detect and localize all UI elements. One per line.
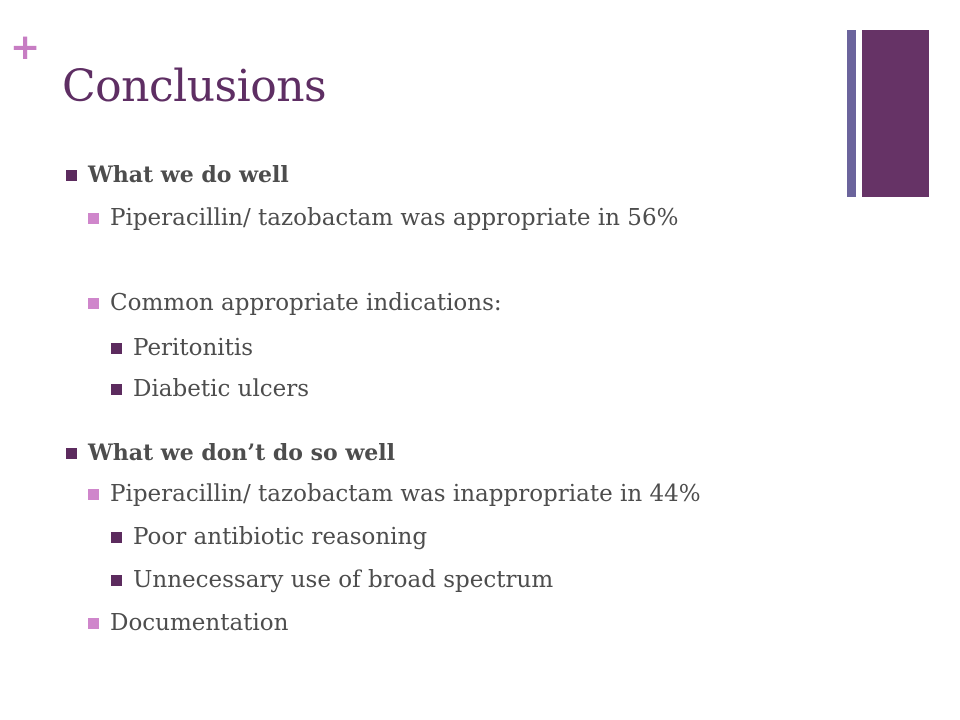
bullet-text: Unnecessary use of broad spectrum — [133, 567, 554, 593]
bullet-text: What we don’t do so well — [88, 440, 395, 466]
section-heading-dont-do-well — [66, 440, 395, 466]
square-bullet-icon — [111, 532, 122, 543]
bullet-text: Piperacillin/ tazobactam was inappropriate in 44% — [110, 481, 701, 507]
square-bullet-icon — [111, 384, 122, 395]
list-item-inappropriate-rate — [88, 481, 701, 507]
list-item-documentation — [88, 610, 288, 636]
square-bullet-icon — [88, 298, 99, 309]
list-item-appropriate-indications — [88, 290, 502, 316]
square-bullet-icon — [111, 343, 122, 354]
list-subitem-peritonitis — [111, 335, 253, 361]
bullet-text: Piperacillin/ tazobactam was appropriate in 56% — [110, 205, 679, 231]
section-heading-do-well — [66, 162, 289, 188]
square-bullet-icon — [88, 618, 99, 629]
square-bullet-icon — [88, 489, 99, 500]
list-subitem-broad-spectrum — [111, 567, 553, 593]
bullet-text: Peritonitis — [133, 335, 254, 361]
square-bullet-icon — [111, 575, 122, 586]
square-bullet-icon — [88, 213, 99, 224]
bullet-text: Common appropriate indications: — [110, 290, 502, 316]
list-item-appropriate-rate — [88, 205, 678, 231]
bullet-text: Documentation — [110, 610, 289, 636]
plus-icon: + — [10, 27, 41, 68]
decorative-bar-wide — [862, 30, 929, 197]
square-bullet-icon — [66, 170, 77, 181]
list-subitem-poor-reasoning — [111, 524, 427, 550]
decorative-bar-thin — [847, 30, 856, 197]
bullet-text: Poor antibiotic reasoning — [133, 524, 428, 550]
bullet-text: What we do well — [88, 162, 289, 188]
square-bullet-icon — [66, 448, 77, 459]
slide-title: Conclusions — [62, 61, 327, 112]
bullet-text: Diabetic ulcers — [133, 376, 310, 402]
list-subitem-diabetic-ulcers — [111, 376, 309, 402]
